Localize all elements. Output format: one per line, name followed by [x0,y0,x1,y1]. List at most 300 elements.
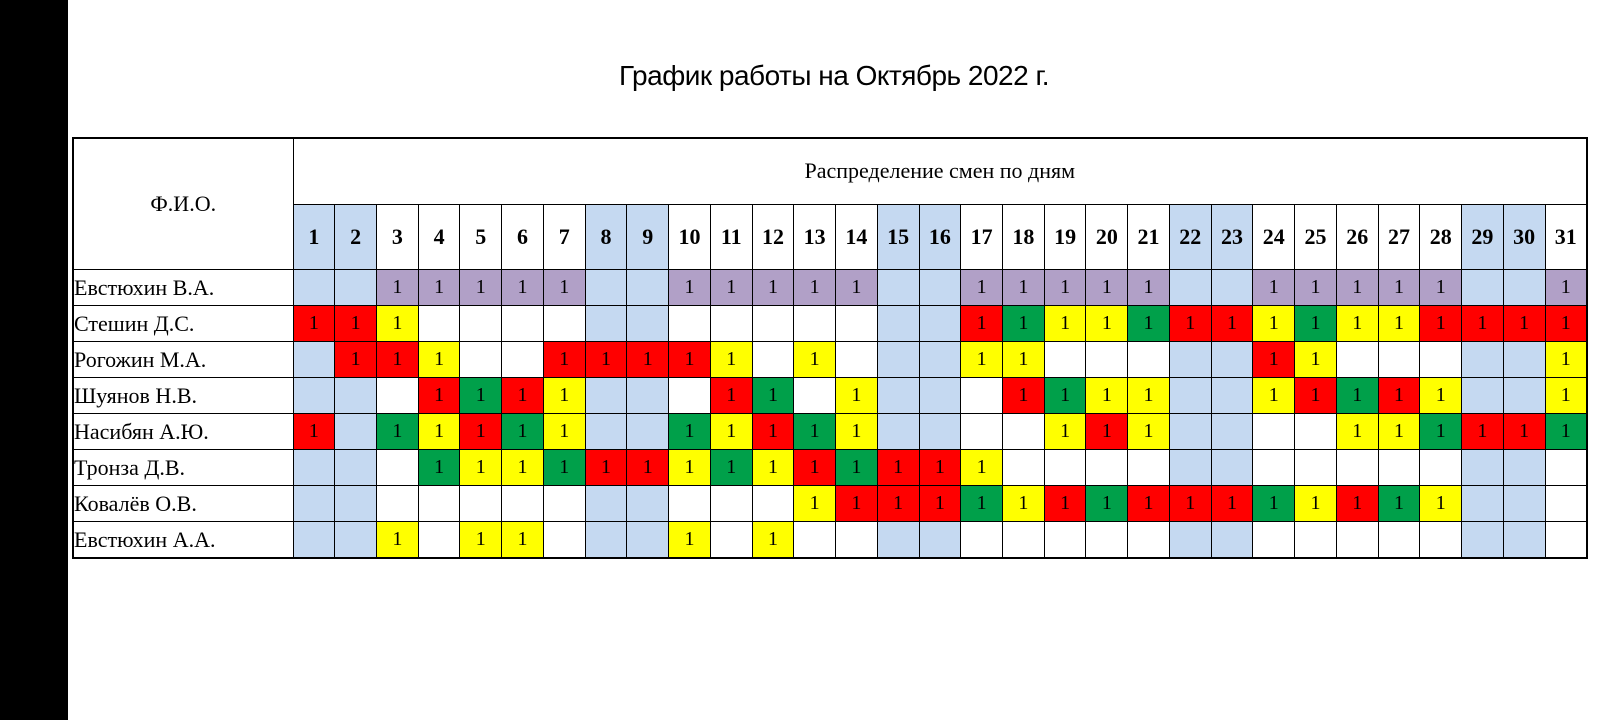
shift-cell [335,414,377,450]
shift-cell [585,414,627,450]
shift-cell: 1 [1211,306,1253,342]
shift-cell: 1 [543,378,585,414]
shift-cell: 1 [1169,486,1211,522]
shift-cell: 1 [1545,306,1587,342]
shift-cell [1044,522,1086,559]
shift-cell: 1 [961,450,1003,486]
shift-cell: 1 [710,414,752,450]
shift-cell [1169,450,1211,486]
shift-cell: 1 [376,414,418,450]
shift-cell [919,306,961,342]
shift-cell: 1 [794,486,836,522]
shift-cell [418,522,460,559]
shift-cell: 1 [1420,486,1462,522]
shift-cell [1545,450,1587,486]
shift-cell: 1 [335,306,377,342]
shift-cell: 1 [418,270,460,306]
table-row [73,378,1587,414]
shift-cell [627,486,669,522]
employee-name: Рогожин М.А. [73,342,293,378]
shift-cell [710,306,752,342]
employee-name: Стешин Д.С. [73,306,293,342]
table-row [73,414,1587,450]
shift-cell [877,342,919,378]
shift-cell [293,486,335,522]
shift-cell [293,522,335,559]
day-header-13: 13 [794,204,836,270]
shift-cell: 1 [794,270,836,306]
day-header-27: 27 [1378,204,1420,270]
shift-cell: 1 [669,342,711,378]
day-header-31: 31 [1545,204,1587,270]
shift-cell: 1 [1378,486,1420,522]
shift-cell: 1 [1044,414,1086,450]
shift-cell [836,342,878,378]
shift-cell [1211,378,1253,414]
shift-cell: 1 [543,342,585,378]
shift-cell [1002,450,1044,486]
shift-cell [1336,342,1378,378]
shift-cell: 1 [794,414,836,450]
shift-cell: 1 [335,342,377,378]
shift-cell: 1 [1211,486,1253,522]
day-header-22: 22 [1169,204,1211,270]
shift-cell [627,378,669,414]
shift-cell: 1 [877,486,919,522]
shift-cell [460,306,502,342]
shift-cell: 1 [293,306,335,342]
shift-cell [1044,450,1086,486]
shift-cell: 1 [1086,414,1128,450]
shift-cell [877,522,919,559]
day-header-30: 30 [1503,204,1545,270]
shift-cell [1086,342,1128,378]
shift-cell [1462,522,1504,559]
shift-cell: 1 [376,522,418,559]
shift-cell: 1 [1462,306,1504,342]
table-row [73,522,1587,559]
shift-cell: 1 [710,450,752,486]
shift-cell [1128,342,1170,378]
shift-cell [669,378,711,414]
shift-cell: 1 [502,522,544,559]
shift-cell: 1 [961,486,1003,522]
shift-cell: 1 [1086,378,1128,414]
shift-cell: 1 [1378,414,1420,450]
shift-cell: 1 [376,342,418,378]
day-header-4: 4 [418,204,460,270]
shift-cell [669,486,711,522]
shift-cell: 1 [1336,270,1378,306]
shift-cell [585,270,627,306]
shift-cell [543,306,585,342]
shift-cell [293,450,335,486]
shift-cell [627,522,669,559]
shift-cell [1253,522,1295,559]
shift-cell [335,270,377,306]
day-header-24: 24 [1253,204,1295,270]
shift-cell: 1 [1420,414,1462,450]
shift-cell: 1 [1462,414,1504,450]
shift-cell [836,522,878,559]
shift-cell: 1 [1545,342,1587,378]
shift-cell [1462,450,1504,486]
shift-cell: 1 [1295,486,1337,522]
table-row [73,306,1587,342]
shift-cell: 1 [1002,486,1044,522]
shift-cell: 1 [961,306,1003,342]
shift-cell [1295,522,1337,559]
shift-cell [1462,378,1504,414]
shift-cell [1128,522,1170,559]
day-header-23: 23 [1211,204,1253,270]
employee-name: Тронза Д.В. [73,450,293,486]
distribution-header: Распределение смен по дням [293,138,1587,204]
day-header-14: 14 [836,204,878,270]
shift-cell: 1 [1086,306,1128,342]
shift-cell: 1 [836,378,878,414]
shift-cell: 1 [1128,414,1170,450]
shift-cell: 1 [1503,414,1545,450]
shift-cell: 1 [543,270,585,306]
shift-cell [585,522,627,559]
days-row [73,204,1587,270]
shift-cell [1503,486,1545,522]
shift-cell: 1 [961,270,1003,306]
table-row [73,450,1587,486]
shift-cell [919,522,961,559]
shift-cell: 1 [1002,378,1044,414]
shift-cell [710,486,752,522]
shift-cell: 1 [1253,378,1295,414]
shift-cell [919,378,961,414]
shift-cell [1378,522,1420,559]
shift-cell: 1 [502,270,544,306]
shift-cell: 1 [1295,306,1337,342]
shift-cell [335,522,377,559]
day-header-18: 18 [1002,204,1044,270]
shift-cell: 1 [836,486,878,522]
day-header-28: 28 [1420,204,1462,270]
shift-cell: 1 [752,450,794,486]
day-header-11: 11 [710,204,752,270]
shift-cell [752,342,794,378]
left-black-bar [0,0,68,720]
shift-cell: 1 [1044,306,1086,342]
shift-cell: 1 [794,342,836,378]
shift-cell: 1 [1378,378,1420,414]
shift-cell [1503,342,1545,378]
fio-header: Ф.И.О. [73,138,293,270]
shift-cell: 1 [502,414,544,450]
day-header-26: 26 [1336,204,1378,270]
shift-cell [919,342,961,378]
shift-cell [585,378,627,414]
shift-cell [961,378,1003,414]
day-header-3: 3 [376,204,418,270]
shift-cell: 1 [460,450,502,486]
shift-cell [335,378,377,414]
employee-name: Шуянов Н.В. [73,378,293,414]
shift-cell [543,486,585,522]
employee-name: Ковалёв О.В. [73,486,293,522]
shift-cell [877,270,919,306]
shift-cell [794,306,836,342]
shift-cell [1086,450,1128,486]
shift-cell [1503,378,1545,414]
shift-cell [836,306,878,342]
shift-cell: 1 [418,378,460,414]
shift-cell [502,486,544,522]
shift-cell [1420,450,1462,486]
shift-cell: 1 [543,414,585,450]
shift-cell: 1 [502,450,544,486]
day-header-8: 8 [585,204,627,270]
shift-cell: 1 [1002,306,1044,342]
shift-cell: 1 [627,450,669,486]
shift-cell: 1 [669,414,711,450]
shift-cell: 1 [418,414,460,450]
shift-cell: 1 [1378,270,1420,306]
shift-cell [1169,342,1211,378]
shift-cell: 1 [669,522,711,559]
page-title: График работы на Октябрь 2022 г. [618,60,1050,91]
shift-cell: 1 [669,450,711,486]
shift-cell: 1 [460,414,502,450]
shift-cell: 1 [1295,270,1337,306]
shift-cell [1211,522,1253,559]
shift-cell: 1 [1253,486,1295,522]
day-header-7: 7 [543,204,585,270]
day-header-15: 15 [877,204,919,270]
shift-cell [919,414,961,450]
shift-cell [1462,342,1504,378]
shift-cell: 1 [1044,270,1086,306]
shift-cell: 1 [1336,414,1378,450]
shift-cell [585,306,627,342]
header-row [73,138,1587,204]
shift-cell: 1 [752,270,794,306]
shift-cell: 1 [418,342,460,378]
shift-cell [1545,522,1587,559]
shift-cell [961,414,1003,450]
shift-cell: 1 [752,378,794,414]
shift-cell [1420,342,1462,378]
shift-cell: 1 [1336,378,1378,414]
schedule-table [72,137,1588,559]
shift-cell: 1 [836,270,878,306]
shift-cell: 1 [585,450,627,486]
shift-cell: 1 [1420,306,1462,342]
shift-cell [877,414,919,450]
shift-cell [919,270,961,306]
shift-cell [376,486,418,522]
shift-cell: 1 [1128,378,1170,414]
day-header-21: 21 [1128,204,1170,270]
shift-cell: 1 [710,378,752,414]
shift-cell: 1 [752,522,794,559]
shift-cell: 1 [1002,342,1044,378]
shift-cell: 1 [1086,486,1128,522]
shift-cell: 1 [543,450,585,486]
shift-cell [460,342,502,378]
day-header-6: 6 [502,204,544,270]
shift-cell: 1 [836,414,878,450]
shift-cell [293,378,335,414]
shift-cell: 1 [460,270,502,306]
employee-name: Насибян А.Ю. [73,414,293,450]
shift-cell [752,486,794,522]
day-header-10: 10 [669,204,711,270]
shift-cell: 1 [1086,270,1128,306]
shift-cell: 1 [877,450,919,486]
shift-cell: 1 [1128,306,1170,342]
shift-cell: 1 [585,342,627,378]
shift-cell: 1 [1545,270,1587,306]
day-header-19: 19 [1044,204,1086,270]
shift-cell: 1 [627,342,669,378]
shift-cell [1503,450,1545,486]
day-header-16: 16 [919,204,961,270]
shift-cell [1378,342,1420,378]
day-header-9: 9 [627,204,669,270]
shift-cell [669,306,711,342]
shift-cell: 1 [1002,270,1044,306]
shift-cell [1545,486,1587,522]
shift-cell: 1 [1378,306,1420,342]
shift-cell: 1 [418,450,460,486]
table-row [73,486,1587,522]
day-header-17: 17 [961,204,1003,270]
shift-cell [1169,522,1211,559]
shift-cell: 1 [1420,270,1462,306]
shift-cell: 1 [1545,414,1587,450]
shift-cell [1295,414,1337,450]
shift-cell [1420,522,1462,559]
shift-cell: 1 [1253,306,1295,342]
shift-cell [1002,414,1044,450]
shift-cell: 1 [752,414,794,450]
shift-cell [1378,450,1420,486]
shift-cell [418,486,460,522]
shift-cell: 1 [1128,270,1170,306]
shift-cell [502,306,544,342]
shift-cell: 1 [1545,378,1587,414]
shift-cell [335,450,377,486]
table-row [73,342,1587,378]
shift-cell: 1 [1503,306,1545,342]
shift-cell [627,414,669,450]
shift-cell: 1 [710,342,752,378]
shift-cell [752,306,794,342]
shift-cell [627,270,669,306]
day-header-2: 2 [335,204,377,270]
shift-cell [627,306,669,342]
shift-cell: 1 [376,306,418,342]
shift-cell [1503,522,1545,559]
shift-cell [794,378,836,414]
shift-cell [418,306,460,342]
shift-cell: 1 [1336,486,1378,522]
shift-cell: 1 [1253,342,1295,378]
shift-cell [502,342,544,378]
shift-cell: 1 [669,270,711,306]
day-header-20: 20 [1086,204,1128,270]
shift-cell [1086,522,1128,559]
shift-cell: 1 [1044,486,1086,522]
table-row [73,270,1587,306]
shift-cell [1211,342,1253,378]
shift-cell [460,486,502,522]
employee-name: Евстюхин А.А. [73,522,293,559]
shift-cell [1169,378,1211,414]
shift-cell [1253,414,1295,450]
shift-cell [1211,450,1253,486]
shift-cell: 1 [1295,342,1337,378]
day-header-29: 29 [1462,204,1504,270]
shift-cell [335,486,377,522]
shift-cell [710,522,752,559]
shift-cell [1336,522,1378,559]
shift-cell: 1 [961,342,1003,378]
shift-cell [1462,270,1504,306]
shift-cell [1295,450,1337,486]
shift-cell: 1 [1169,306,1211,342]
shift-cell [877,378,919,414]
shift-cell: 1 [1253,270,1295,306]
shift-cell [961,522,1003,559]
shift-cell: 1 [836,450,878,486]
shift-cell [543,522,585,559]
shift-cell: 1 [919,486,961,522]
shift-cell [293,270,335,306]
shift-cell: 1 [1128,486,1170,522]
employee-name: Евстюхин В.А. [73,270,293,306]
day-header-1: 1 [293,204,335,270]
shift-cell: 1 [1044,378,1086,414]
day-header-5: 5 [460,204,502,270]
shift-cell: 1 [1420,378,1462,414]
shift-cell [1503,270,1545,306]
shift-cell: 1 [293,414,335,450]
shift-cell: 1 [710,270,752,306]
day-header-25: 25 [1295,204,1337,270]
day-header-12: 12 [752,204,794,270]
shift-cell: 1 [1295,378,1337,414]
shift-cell [1044,342,1086,378]
shift-cell: 1 [460,378,502,414]
shift-cell: 1 [460,522,502,559]
shift-cell [1169,270,1211,306]
shift-cell [1169,414,1211,450]
shift-cell [794,522,836,559]
shift-cell [1336,450,1378,486]
shift-cell [877,306,919,342]
shift-cell [376,378,418,414]
shift-cell [1128,450,1170,486]
shift-cell [376,450,418,486]
shift-cell [293,342,335,378]
shift-cell [1002,522,1044,559]
shift-cell [1462,486,1504,522]
shift-cell: 1 [376,270,418,306]
shift-cell [1253,450,1295,486]
shift-cell [1211,414,1253,450]
shift-cell [585,486,627,522]
shift-cell [1211,270,1253,306]
shift-cell: 1 [502,378,544,414]
shift-cell: 1 [919,450,961,486]
